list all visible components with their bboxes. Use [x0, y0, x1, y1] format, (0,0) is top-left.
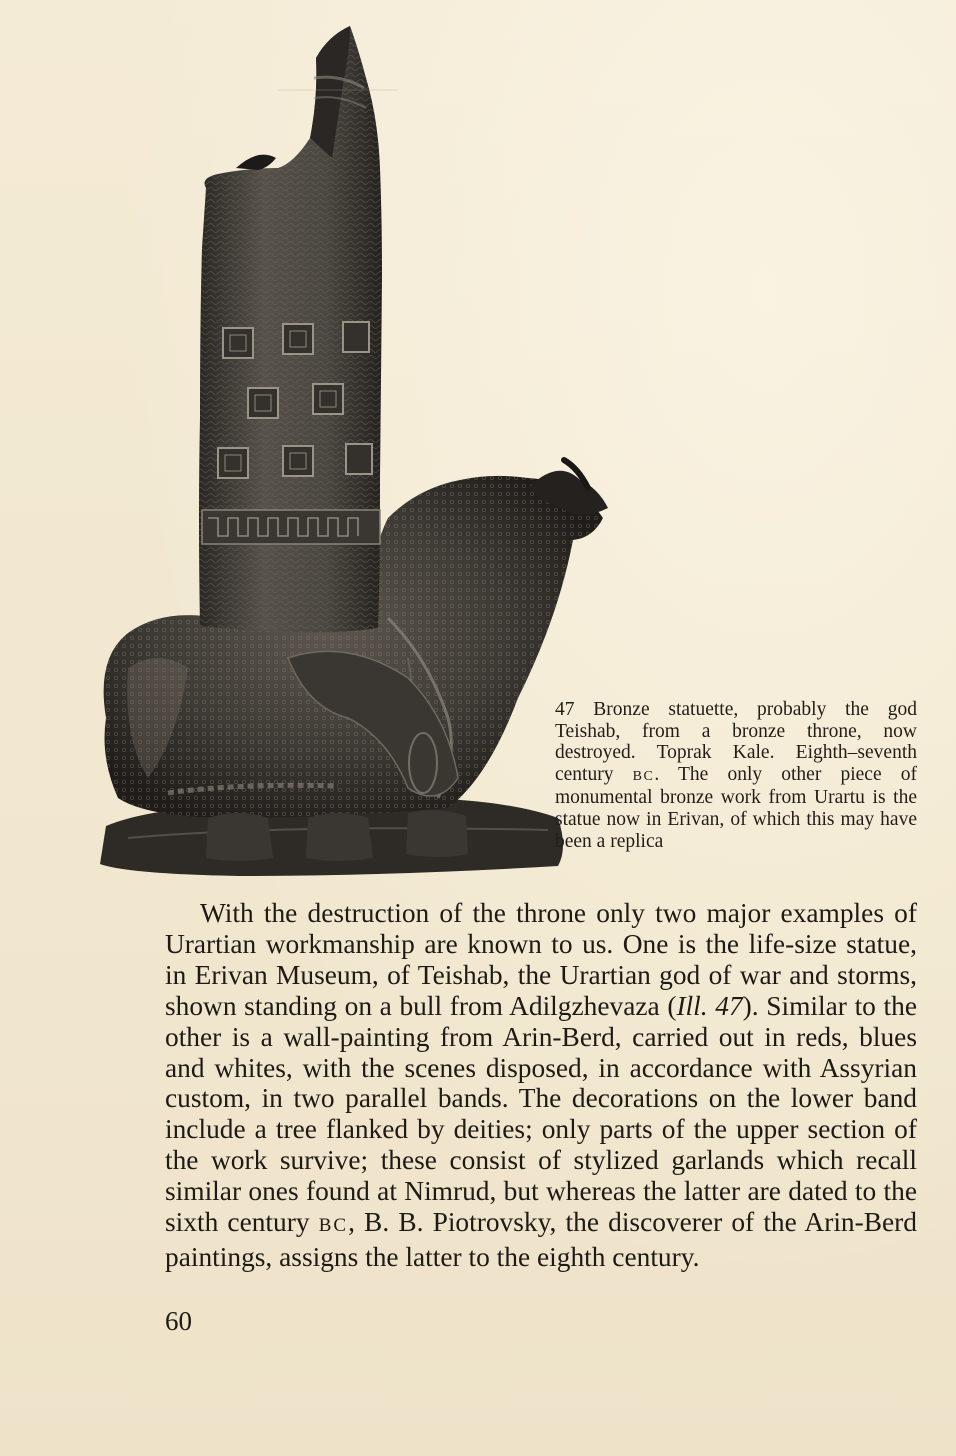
- bronze-statuette-photo: [88, 18, 628, 880]
- figure-number: 47: [555, 699, 575, 720]
- caption-era: BC: [632, 768, 655, 784]
- caption-text-start: Bronze statuette, probably the god Teishab, from a bronze throne, now destroyed. Toprak Kale. Eighth–seventh century: [555, 699, 917, 785]
- body-text-part-3: , B. B. Piotrovsky, the discoverer of the Arin-Berd paintings, assigns the latter to the eighth century.: [165, 1207, 917, 1272]
- body-text-part-1: With the destruction of the throne only two major examples of Urartian workmanship are known to us. One is the life-size statue, in Erivan Museum, of Teishab, the Urartian god of war and storms, shown standing on a bull from Adilgzhevaza (: [165, 898, 917, 1021]
- page-number: 60: [165, 1306, 192, 1336]
- body-era: BC: [318, 1215, 349, 1237]
- figure-caption: [555, 699, 917, 852]
- illustration-reference: Ill. 47: [676, 990, 743, 1021]
- body-paragraph: [165, 898, 917, 1273]
- body-text-part-2: ). Similar to the other is a wall-painting from Arin-Berd, carried out in reds, blues and whites, with the scenes disposed, in accordance with Assyrian custom, in two parallel bands. The decorations on the lower band include a tree flanked by deities; only parts of the upper section of the work survive; these consist of stylized garlands which recall similar ones found at Nimrud, but whereas the latter are dated to the sixth century: [165, 990, 917, 1238]
- caption-text-end: . The only other piece of monumental bronze work from Urartu is the statue now in Erivan, of which this may have been a replica: [555, 763, 917, 852]
